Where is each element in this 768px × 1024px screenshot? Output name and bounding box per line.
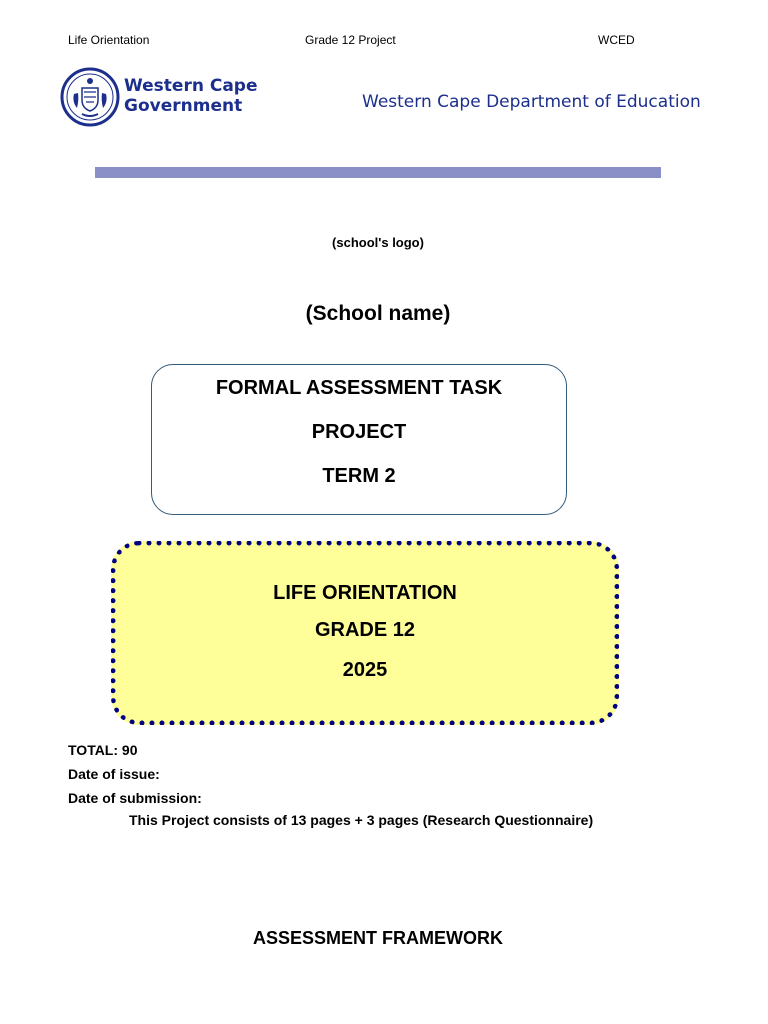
page-count-note: This Project consists of 13 pages + 3 pages (Research Questionnaire) [129, 812, 594, 828]
subject-grade: GRADE 12 [314, 619, 416, 641]
subject-info-box [111, 541, 619, 725]
header-divider-bar [95, 167, 661, 178]
school-logo-placeholder: (school's logo) [332, 235, 424, 250]
task-type: PROJECT [311, 421, 407, 443]
logo-wordmark [124, 76, 258, 116]
task-info-box [151, 364, 567, 515]
section-heading: ASSESSMENT FRAMEWORK [252, 928, 503, 948]
wcg-logo [60, 66, 260, 130]
subject-name: LIFE ORIENTATION [273, 582, 457, 604]
school-name-placeholder: (School name) [305, 302, 451, 325]
total-marks: TOTAL: 90 [68, 742, 138, 758]
logo-line-1: Western Cape [124, 76, 258, 96]
date-of-submission: Date of submission: [68, 790, 202, 806]
header-org: WCED [598, 33, 635, 47]
date-of-issue: Date of issue: [68, 766, 160, 782]
task-term: TERM 2 [322, 465, 396, 487]
task-title: FORMAL ASSESSMENT TASK [215, 377, 503, 399]
subject-year: 2025 [342, 659, 388, 681]
header-project: Grade 12 Project [305, 33, 396, 47]
department-name: Western Cape Department of Education [362, 92, 701, 112]
header-subject: Life Orientation [68, 33, 150, 47]
logo-line-2: Government [124, 96, 243, 116]
coat-of-arms-icon [60, 66, 120, 128]
